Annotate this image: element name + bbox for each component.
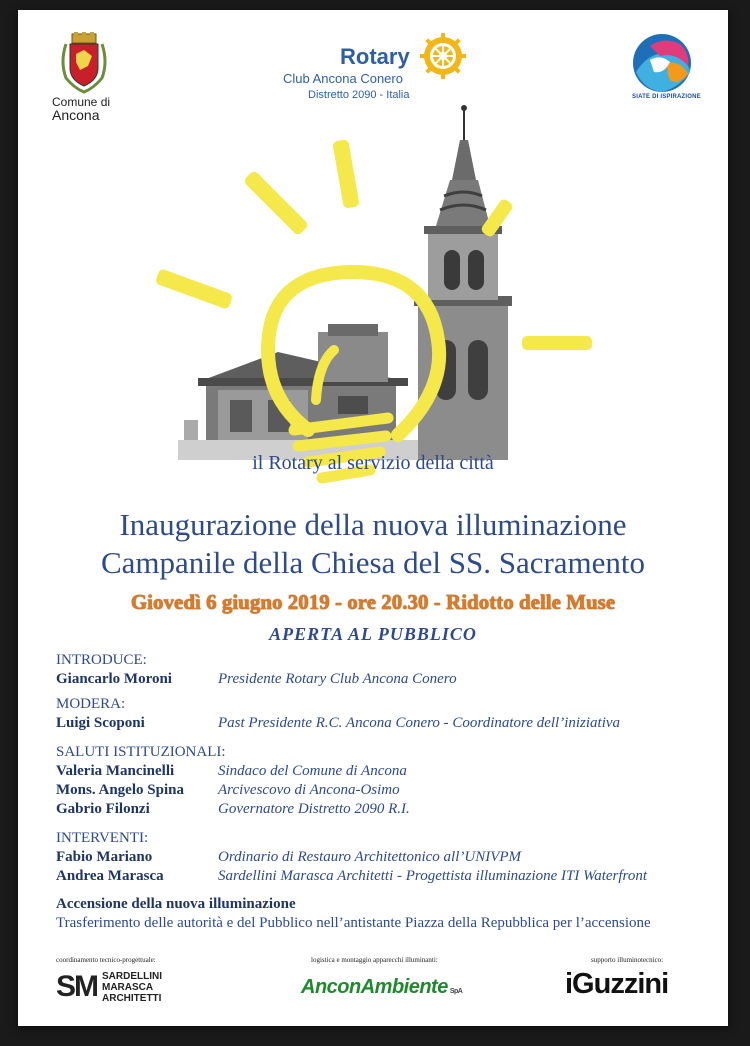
tagline: il Rotary al servizio della città <box>252 452 494 474</box>
rotary-name: Rotary <box>340 44 410 69</box>
sponsor-2-name: AnconAmbiente <box>301 976 448 998</box>
program-saluti <box>56 743 706 819</box>
comune-line2: Ancona <box>52 107 100 123</box>
anconambiente-logo <box>301 976 462 999</box>
sponsor-2-caption: logistica e montaggio apparecchi illuminanti: <box>311 956 438 964</box>
sponsor-1-caption: coordinamento tecnico-progettuale: <box>56 956 156 964</box>
section-heading: MODERA: <box>56 696 126 712</box>
siate-label: SIATE DI ISPIRAZIONE <box>632 94 701 100</box>
bell-tower-lightbulb-illustration <box>118 100 618 500</box>
program-row <box>56 670 706 689</box>
sardellini-marasca-mark-icon: SM <box>56 970 97 1003</box>
speaker-role: Presidente Rotary Club Ancona Conero <box>218 671 457 687</box>
rotary-district: Distretto 2090 - Italia <box>308 89 410 101</box>
ancona-crest-icon <box>56 32 112 94</box>
speaker-role: Arcivescovo di Ancona-Osimo <box>218 782 400 798</box>
sponsor-1-line3: ARCHITETTI <box>102 993 162 1004</box>
speaker-name: Gabrio Filonzi <box>56 801 150 817</box>
accensione-title: Accensione della nuova illuminazione <box>56 896 296 912</box>
siate-ispirazione-logo-icon <box>630 32 694 94</box>
sponsor-2-suffix: SpA <box>449 988 463 995</box>
comune-label <box>52 96 122 122</box>
sun-rays-icon <box>155 139 592 350</box>
program-introduce <box>56 651 706 689</box>
section-heading: SALUTI ISTITUZIONALI: <box>56 744 226 760</box>
speaker-name: Giancarlo Moroni <box>56 671 172 687</box>
program-row <box>56 848 706 867</box>
program-row <box>56 762 706 781</box>
speaker-name: Andrea Marasca <box>56 868 164 884</box>
open-to-public-label: APERTA AL PUBBLICO <box>269 624 477 644</box>
sponsor-1-line2: MARASCA <box>102 982 154 993</box>
speaker-name: Mons. Angelo Spina <box>56 782 184 798</box>
iguzzini-logo: iGuzzini <box>565 968 669 1000</box>
sponsor-1-name <box>102 971 162 1004</box>
speaker-role: Past Presidente R.C. Ancona Conero - Coordinatore dell’iniziativa <box>218 715 621 731</box>
speaker-role: Sindaco del Comune di Ancona <box>218 763 407 779</box>
speaker-role: Governatore Distretto 2090 R.I. <box>218 801 410 817</box>
event-subtitle: Campanile della Chiesa del SS. Sacramento <box>100 545 646 580</box>
program-row <box>56 800 706 819</box>
program-row <box>56 867 706 886</box>
program-modera <box>56 695 706 733</box>
accensione-text: Trasferimento delle autorità e del Pubblico nell’antistante Piazza della Repubblica per l’accensione <box>56 915 651 931</box>
sponsor-1-line1: SARDELLINI <box>102 971 162 982</box>
program-row <box>56 781 706 800</box>
poster-page <box>18 10 728 1026</box>
speaker-role: Ordinario di Restauro Architettonico all’UNIVPM <box>218 849 522 865</box>
event-date-line: Giovedì 6 giugno 2019 - ore 20.30 - Ridotto delle Muse <box>130 590 616 614</box>
speaker-name: Luigi Scoponi <box>56 715 145 731</box>
sponsor-3-caption: supporto illuminotecnico: <box>591 956 664 964</box>
event-title: Inaugurazione della nuova illuminazione <box>119 507 627 542</box>
rotary-club: Club Ancona Conero <box>283 71 403 86</box>
comune-line1: Comune di <box>52 95 111 109</box>
rotary-wheel-icon <box>419 32 467 80</box>
speaker-name: Valeria Mancinelli <box>56 763 175 779</box>
speaker-name: Fabio Mariano <box>56 849 153 865</box>
program-interventi <box>56 829 706 886</box>
program-row <box>56 714 706 733</box>
section-heading: INTERVENTI: <box>56 830 149 846</box>
section-heading: INTRODUCE: <box>56 652 147 668</box>
speaker-role: Sardellini Marasca Architetti - Progettista illuminazione ITI Waterfront <box>218 868 648 884</box>
